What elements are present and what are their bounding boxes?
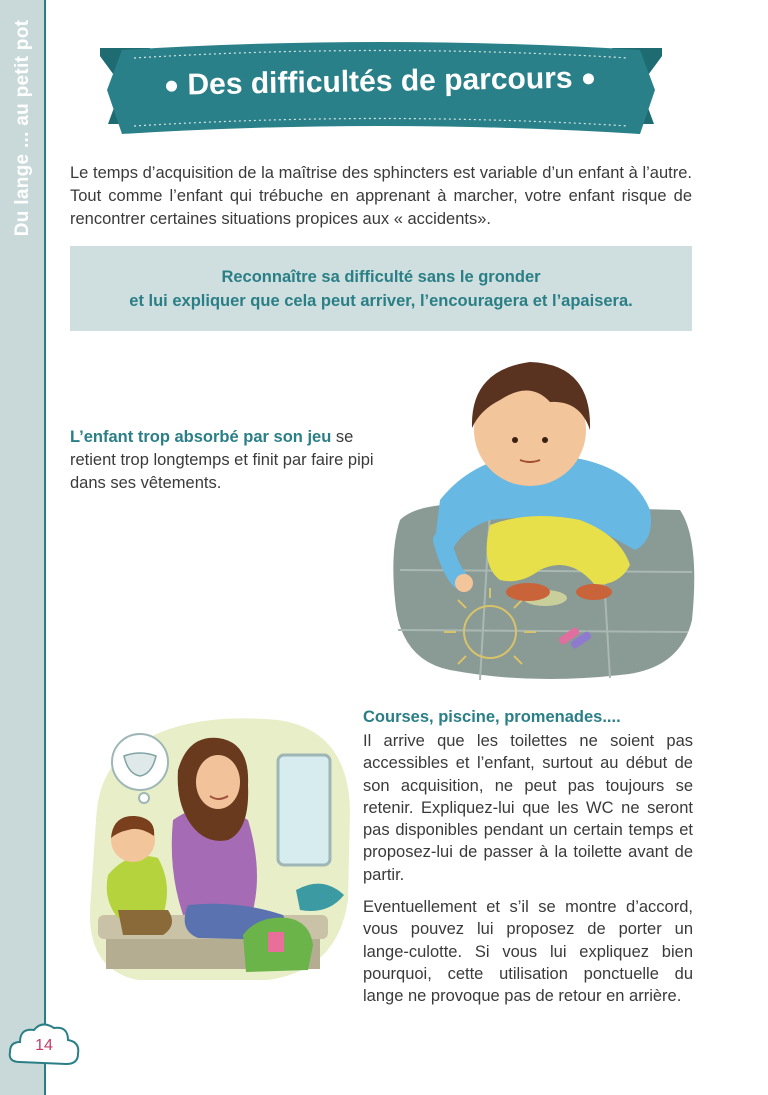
mother-child-illustration	[78, 700, 358, 990]
page-title	[130, 56, 631, 109]
bullet-icon	[166, 80, 177, 91]
sidebar-divider	[44, 0, 46, 1095]
page-number: 14	[35, 1037, 53, 1054]
tip-line-1: Reconnaître sa difficulté sans le gronder	[221, 267, 541, 286]
tip-line-2: et lui expliquer que cela peut arriver, l’encouragera et l’apaisera.	[129, 291, 633, 310]
section-text: se retient trop longtemps et finit par faire pipi dans ses vêtements.	[70, 428, 374, 492]
child-chalk-illustration	[380, 340, 702, 690]
section-absorbed-child	[70, 426, 390, 495]
intro-paragraph: Le temps d’acquisition de la maîtrise des sphincters est variable d’un enfant à l’autre. Tout comme l’enfant qui trébuche en apprenant à marcher, votre enfant risque de rencontrer certaines situations propices aux « accidents».	[70, 164, 692, 228]
tip-box	[70, 246, 692, 331]
section-outings-text-2: Eventuellement et s’il se montre d’accord, vous pouvez lui proposez de porter un lange-culotte. Si vous lui expliquez bien pourquoi, cette utilisation ponctuelle du lange ne provoque pas de retour en arrière.	[363, 898, 693, 1006]
section-lead: L’enfant trop absorbé par son jeu	[70, 428, 332, 446]
bullet-icon	[582, 73, 593, 84]
section-outings-text-1: Il arrive que les toilettes ne soient pas accessibles et l’enfant, surtout au début de son acquisition, ne peut pas toujours se retenir. Expliquez-lui que les WC ne seront pas disponibles pendant un certain temps et proposez-lui de passer à la toilette avant de partir.	[363, 732, 693, 884]
chapter-label: Du lange ... au petit pot	[12, 19, 33, 237]
page-title-text: Des difficultés de parcours	[187, 61, 573, 102]
section-outings-heading: Courses, piscine, promenades....	[363, 708, 621, 726]
